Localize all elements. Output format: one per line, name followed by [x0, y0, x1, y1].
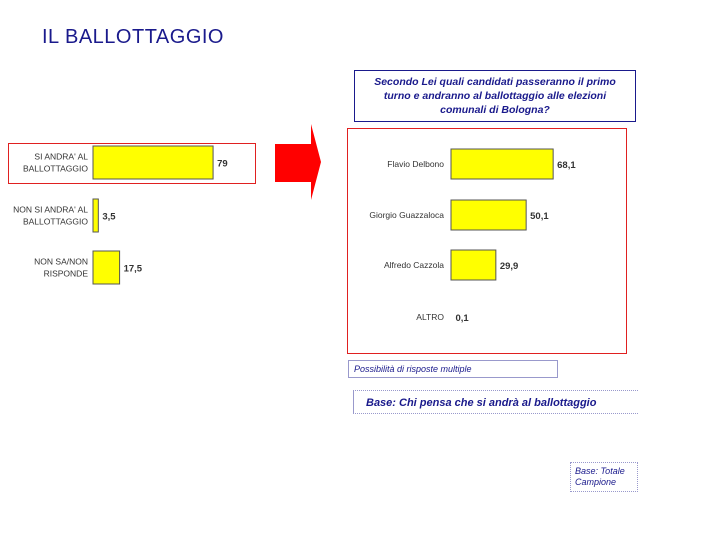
chart1-category-label-2-line-0: NON SA/NON: [34, 256, 88, 267]
chart1-category-label-0: [23, 152, 88, 174]
multiple-answers-note: Possibilità di risposte multiple: [348, 360, 558, 378]
chart1-category-label-0-line-0: SI ANDRA' AL: [34, 151, 88, 162]
chart1-bar-2: [93, 251, 120, 284]
chart1-category-label-0-line-1: BALLOTTAGGIO: [22, 163, 88, 174]
chart2-category-label-2-line-0: Alfredo Cazzola: [383, 260, 444, 270]
chart2-category-label-2: [384, 260, 444, 270]
chart2-value-label-2: 29,9: [499, 261, 519, 272]
base-total-line2: Campione: [575, 477, 617, 487]
chart2-category-label-1: [369, 210, 444, 220]
chart1-category-label-1-line-1: BALLOTTAGGIO: [22, 216, 88, 227]
chart1-value-label-0: 79: [217, 158, 228, 170]
chart2-category-label-0: [387, 159, 444, 169]
chart1-category-label-2-line-1: RISPONDE: [43, 268, 88, 279]
chart1-value-label-1: 3,5: [102, 211, 116, 223]
chart2-bar-2: [451, 250, 496, 280]
right-arrow-shape: [275, 124, 321, 200]
chart2-category-label-1-line-0: Giorgio Guazzaloca: [369, 210, 444, 220]
base-total-line1: Base: Totale: [575, 466, 625, 476]
chart1-bar-0: [93, 146, 213, 179]
chart2-category-label-0-line-0: Flavio Delbono: [387, 159, 444, 169]
page-title: IL BALLOTTAGGIO: [42, 26, 224, 48]
chart2-value-label-3: 0,1: [455, 313, 469, 324]
chart2-category-label-3: [416, 312, 444, 322]
chart2-value-label-0: 68,1: [557, 160, 576, 171]
chart2-bar-0: [451, 149, 553, 179]
chart1-bar-1: [93, 199, 98, 232]
chart1-value-label-2: 17,5: [123, 263, 143, 275]
chart1-category-label-1-line-0: NON SI ANDRA' AL: [13, 204, 88, 215]
chart2-value-label-1: 50,1: [530, 211, 549, 222]
chart1-category-label-1: [13, 205, 88, 227]
chart2-bar-1: [451, 200, 526, 230]
base-ballot-note: Base: Chi pensa che si andrà al ballottaggio: [353, 390, 638, 414]
chart2-category-label-3-line-0: ALTRO: [416, 312, 444, 322]
question-text: Secondo Lei quali candidati passeranno il primo turno e andranno al ballottaggio alle elezioni comunali di Bologna?: [374, 76, 616, 116]
chart1-category-label-2: [34, 257, 88, 279]
